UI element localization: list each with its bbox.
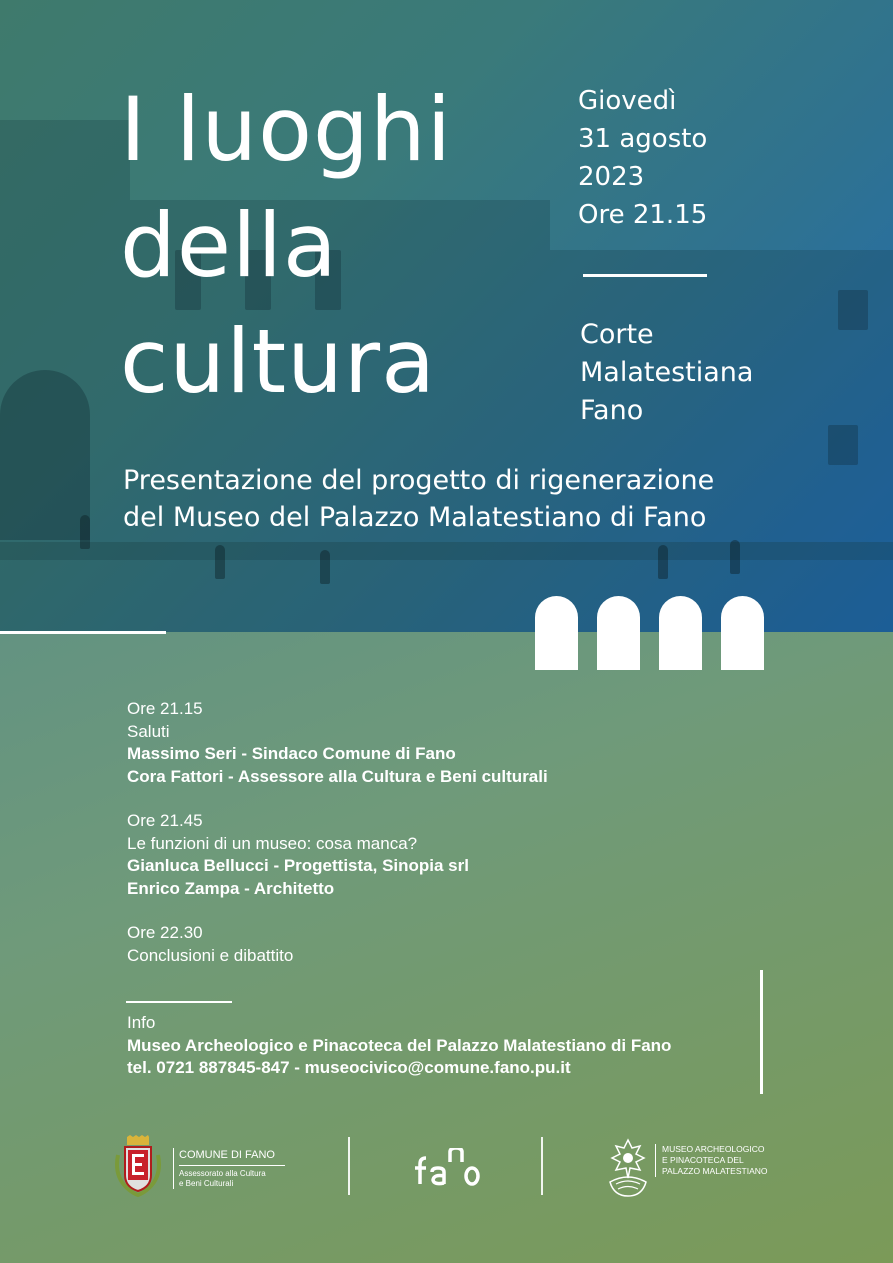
divider xyxy=(760,970,763,1094)
program-item xyxy=(127,922,548,967)
subtitle-line: del Museo del Palazzo Malatestiano di Fano xyxy=(123,502,707,533)
program-speaker: Enrico Zampa - Architetto xyxy=(127,878,335,898)
program-schedule xyxy=(127,698,548,989)
museum-logo-text xyxy=(655,1144,767,1177)
program-item xyxy=(127,698,548,788)
photo-person xyxy=(215,545,225,579)
program-topic: Saluti xyxy=(127,721,170,741)
poster-title xyxy=(120,72,452,420)
title-line: della xyxy=(120,194,338,297)
info-section xyxy=(127,1012,671,1080)
poster-subtitle xyxy=(123,462,714,536)
coat-of-arms-icon xyxy=(112,1135,164,1201)
museum-logo-line: E PINACOTECA DEL xyxy=(662,1155,744,1165)
subtitle-line: Presentazione del progetto di rigenerazione xyxy=(123,465,715,496)
photo-person xyxy=(658,545,668,579)
event-date: 31 agosto xyxy=(578,124,708,154)
photo-arch xyxy=(0,370,90,540)
museum-logo-line: PALAZZO MALATESTIANO xyxy=(662,1166,768,1176)
venue-line: Corte xyxy=(580,319,654,350)
event-year: 2023 xyxy=(578,162,645,192)
arch-icon xyxy=(659,596,702,670)
divider xyxy=(583,274,707,277)
arch-icon xyxy=(721,596,764,670)
program-time: Ore 21.45 xyxy=(127,811,203,830)
comune-logo-text xyxy=(173,1148,285,1189)
venue-line: Fano xyxy=(580,395,644,426)
logo-separator xyxy=(348,1137,350,1195)
program-topic: Conclusioni e dibattito xyxy=(127,945,294,965)
event-time: Ore 21.15 xyxy=(578,200,708,230)
photo-person xyxy=(320,550,330,584)
divider xyxy=(0,631,166,634)
divider xyxy=(126,1001,232,1003)
event-venue xyxy=(580,316,753,430)
arch-icon xyxy=(597,596,640,670)
program-topic: Le funzioni di un museo: cosa manca? xyxy=(127,833,418,853)
photo-person xyxy=(730,540,740,574)
event-datetime xyxy=(578,82,707,234)
program-speaker: Gianluca Bellucci - Progettista, Sinopia srl xyxy=(127,856,469,875)
event-day: Giovedì xyxy=(578,86,677,116)
program-time: Ore 21.15 xyxy=(127,699,203,718)
title-line: I luoghi xyxy=(120,78,453,181)
program-speaker: Cora Fattori - Assessore alla Cultura e Beni culturali xyxy=(127,766,548,786)
fano-logo xyxy=(412,1148,480,1192)
comune-subtitle-line: e Beni Culturali xyxy=(179,1179,234,1188)
museum-logo-line: MUSEO ARCHEOLOGICO xyxy=(662,1144,765,1154)
info-contacts: tel. 0721 887845-847 - museocivico@comune.fano.pu.it xyxy=(127,1058,571,1077)
logo-separator xyxy=(541,1137,543,1195)
comune-name: COMUNE DI FANO xyxy=(179,1148,285,1166)
info-museum: Museo Archeologico e Pinacoteca del Palazzo Malatestiano di Fano xyxy=(127,1035,672,1055)
title-line: cultura xyxy=(120,310,436,413)
program-item xyxy=(127,810,548,900)
arch-icon xyxy=(535,596,578,670)
program-speaker: Massimo Seri - Sindaco Comune di Fano xyxy=(127,744,456,763)
comune-subtitle xyxy=(179,1166,285,1189)
comune-subtitle-line: Assessorato alla Cultura xyxy=(179,1169,266,1178)
photo-window xyxy=(838,290,868,330)
venue-line: Malatestiana xyxy=(580,357,754,388)
museum-emblem-icon xyxy=(606,1138,650,1202)
program-time: Ore 22.30 xyxy=(127,923,203,942)
photo-person xyxy=(80,515,90,549)
photo-window xyxy=(828,425,858,465)
info-label: Info xyxy=(127,1013,156,1032)
